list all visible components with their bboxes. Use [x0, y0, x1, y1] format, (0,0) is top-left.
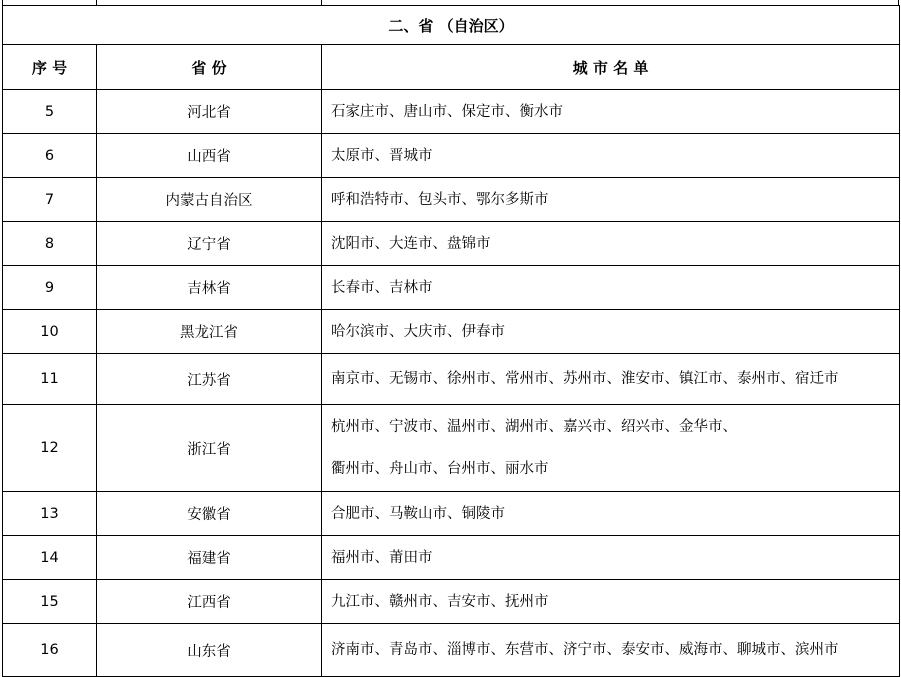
table-row: [3, 310, 900, 354]
table-row: [3, 90, 900, 134]
table-row: [3, 354, 900, 405]
row-province: 山东省: [97, 624, 322, 677]
row-province: 吉林省: [97, 266, 322, 310]
row-province: 浙江省: [97, 405, 322, 492]
row-province: 山西省: [97, 134, 322, 178]
table-top-continuation: [2, 0, 899, 5]
table-row: [3, 580, 900, 624]
row-cities: [322, 178, 900, 222]
row-cities: [322, 222, 900, 266]
city-line: 合肥市、马鞍山市、铜陵市: [331, 505, 505, 522]
city-line: 济南市、青岛市、淄博市、东营市、济宁市、泰安市、威海市、聊城市、滨州市: [331, 642, 839, 658]
row-province: 黑龙江省: [97, 310, 322, 354]
table-row: [3, 492, 900, 536]
row-index: 6: [3, 134, 97, 178]
table-row: [3, 178, 900, 222]
row-province: 安徽省: [97, 492, 322, 536]
document-page: [2, 0, 899, 677]
row-cities: [322, 354, 900, 405]
row-cities: [322, 536, 900, 580]
row-index: 14: [3, 536, 97, 580]
section-title: 二、省 （自治区）: [3, 6, 900, 45]
header-row: [3, 45, 900, 90]
section-title-row: [3, 6, 900, 45]
city-line: 九江市、赣州市、吉安市、抚州市: [331, 593, 549, 610]
city-line: 呼和浩特市、包头市、鄂尔多斯市: [331, 191, 549, 208]
row-cities: [322, 580, 900, 624]
header-cities: 城 市 名 单: [322, 45, 900, 90]
row-province: 福建省: [97, 536, 322, 580]
row-cities: [322, 405, 900, 492]
row-index: 12: [3, 405, 97, 492]
city-line: 衢州市、舟山市、台州市、丽水市: [331, 461, 549, 477]
row-cities: [322, 134, 900, 178]
row-cities: [322, 310, 900, 354]
row-province: 辽宁省: [97, 222, 322, 266]
city-line: 南京市、无锡市、徐州市、常州市、苏州市、淮安市、镇江市、泰州市、宿迁市: [331, 371, 839, 387]
row-index: 15: [3, 580, 97, 624]
row-index: 9: [3, 266, 97, 310]
row-province: 内蒙古自治区: [97, 178, 322, 222]
table-row: [3, 405, 900, 492]
city-line: 太原市、晋城市: [331, 147, 433, 164]
table-row: [3, 624, 900, 677]
row-index: 7: [3, 178, 97, 222]
header-index: 序 号: [3, 45, 97, 90]
city-line: 长春市、吉林市: [331, 279, 433, 296]
header-province: 省 份: [97, 45, 322, 90]
row-cities: [322, 624, 900, 677]
table-row: [3, 266, 900, 310]
table-row: [3, 536, 900, 580]
row-index: 16: [3, 624, 97, 677]
row-province: 河北省: [97, 90, 322, 134]
row-index: 13: [3, 492, 97, 536]
table-row: [3, 222, 900, 266]
city-line: 沈阳市、大连市、盘锦市: [331, 235, 491, 252]
row-province: 江苏省: [97, 354, 322, 405]
row-index: 5: [3, 90, 97, 134]
row-cities: [322, 90, 900, 134]
city-list-table: [2, 5, 900, 677]
city-line: 福州市、莆田市: [331, 549, 433, 566]
city-line: 石家庄市、唐山市、保定市、衡水市: [331, 103, 563, 120]
row-cities: [322, 266, 900, 310]
city-line: 杭州市、宁波市、温州市、湖州市、嘉兴市、绍兴市、金华市、: [331, 419, 737, 435]
city-line: 哈尔滨市、大庆市、伊春市: [331, 323, 505, 340]
table-row: [3, 134, 900, 178]
row-index: 8: [3, 222, 97, 266]
row-cities: [322, 492, 900, 536]
row-index: 11: [3, 354, 97, 405]
row-index: 10: [3, 310, 97, 354]
row-province: 江西省: [97, 580, 322, 624]
